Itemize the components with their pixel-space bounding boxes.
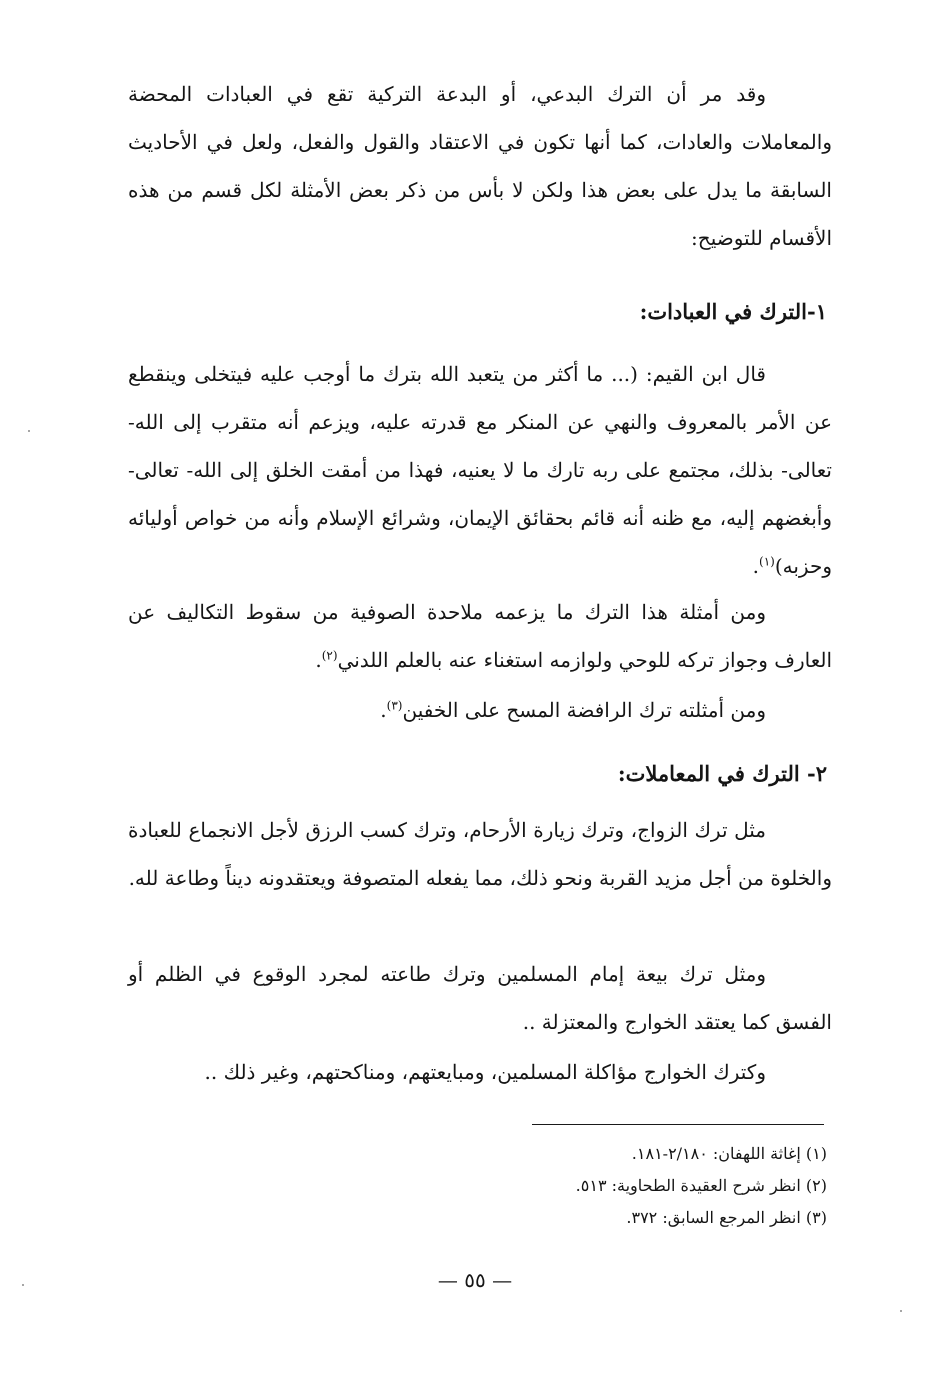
footnote-3: (٣) انظر المرجع السابق: ٣٧٢. — [626, 1208, 827, 1227]
footnote-marker-3: (٣) — [386, 698, 403, 713]
footnote-marker-2: (٢) — [321, 648, 338, 663]
marriage-paragraph: مثل ترك الزواج، وترك زيارة الأرحام، وترك كسب الرزق لأجل الانجماع للعبادة والخلوة من أجل مزيد القربة ونحو ذلك، مما يفعله المتصوفة ويعتقدونه ديناً وطاعة لله. — [128, 818, 832, 890]
sentence-period: . — [380, 698, 387, 722]
section-heading-worship: ١-الترك في العبادات: — [639, 299, 827, 324]
scan-speck — [900, 1310, 902, 1312]
page-number: — ٥٥ — — [437, 1268, 513, 1292]
footnote-marker-1: (١) — [759, 554, 775, 569]
footnote-1: (١) إغاثة اللهفان: ٢/١٨٠-١٨١. — [631, 1144, 827, 1163]
sentence-period: . — [752, 554, 760, 578]
khawarij-paragraph: وكترك الخوارج مؤاكلة المسلمين، ومبايعتهم، ومناكحتهم، وغير ذلك .. — [204, 1060, 766, 1084]
intro-paragraph: وقد مر أن الترك البدعي، أو البدعة التركية تقع في العبادات المحضة والمعاملات والعادات، كما أنها تكون في الاعتقاد والقول والفعل، ولعل في الأحاديث السابقة ما يدل على بعض هذا ولكن لا بأس من ذكر بعض الأمثلة لكل قسم من هذه الأقسام للتوضيح: — [128, 82, 832, 250]
footnote-separator — [532, 1124, 824, 1125]
scan-speck — [22, 1284, 24, 1286]
rafida-example-paragraph — [128, 686, 832, 734]
rafida-example-text: ومن أمثلته ترك الرافضة المسح على الخفين — [402, 698, 766, 722]
footnote-2: (٢) انظر شرح العقيدة الطحاوية: ٥١٣. — [575, 1176, 827, 1195]
section-heading-transactions: ٢- الترك في المعاملات: — [617, 761, 827, 786]
sufi-example-paragraph — [128, 588, 832, 684]
sentence-period: . — [315, 648, 322, 672]
scan-speck — [28, 430, 30, 432]
ibn-qayyim-quote-paragraph — [128, 350, 832, 590]
sufi-example-text: ومن أمثلة هذا الترك ما يزعمه ملاحدة الصوفية من سقوط التكاليف عن العارف وجواز تركه للوحي ولوازمه استغناء عنه بالعلم اللدني — [128, 600, 832, 672]
footnotes-block — [467, 1138, 827, 1234]
bay-a-paragraph: ومثل ترك بيعة إمام المسلمين وترك طاعته لمجرد الوقوع في الظلم أو الفسق كما يعتقد الخوارج والمعتزلة .. — [128, 962, 832, 1034]
ibn-qayyim-quote-text: قال ابن القيم: (... ما أكثر من يتعبد الله بترك ما أوجب عليه فيتخلى وينقطع عن الأمر بالمعروف والنهي عن المنكر مع قدرته عليه، ويزعم أنه متقرب إلى الله- تعالى- بذلك، مجتمع على ربه تارك ما لا يعنيه، فهذا من أمقت الخلق إلى الله- تعالى- وأبغضهم إليه، مع ظنه أنه قائم بحقائق الإيمان، وشرائع الإسلام وأنه من خواص أوليائه وحزبه) — [128, 362, 832, 578]
